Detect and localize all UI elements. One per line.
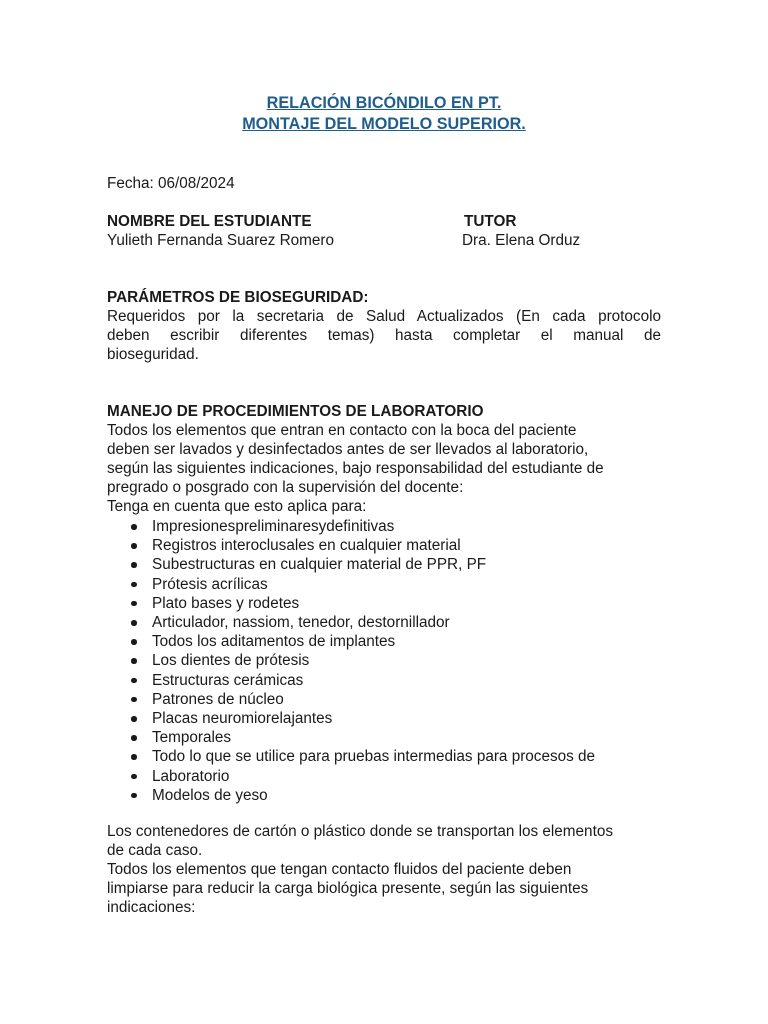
closing-line: Todos los elementos que tengan contacto fluidos del paciente deben <box>107 861 572 878</box>
bioseguridad-heading: PARÁMETROS DE BIOSEGURIDAD: <box>107 289 369 306</box>
closing-line: limpiarse para reducir la carga biológica presente, según las siguientes <box>107 880 589 897</box>
list-item: Temporales <box>107 728 595 747</box>
manejo-line: Todos los elementos que entran en contacto con la boca del paciente <box>107 422 577 439</box>
list-item: Patrones de núcleo <box>107 690 595 709</box>
estudiante-label: NOMBRE DEL ESTUDIANTE <box>107 213 312 230</box>
list-item: Impresionespreliminaresydefinitivas <box>107 517 595 536</box>
list-item: Los dientes de prótesis <box>107 651 595 670</box>
bullet-list <box>107 517 595 805</box>
bullet-icon <box>131 697 137 703</box>
bullet-icon <box>131 524 137 530</box>
manejo-heading: MANEJO DE PROCEDIMIENTOS DE LABORATORIO <box>107 403 484 420</box>
list-item: Todos los aditamentos de implantes <box>107 632 595 651</box>
closing-line: de cada caso. <box>107 842 203 859</box>
bullet-icon <box>131 543 137 549</box>
list-item: Estructuras cerámicas <box>107 671 595 690</box>
bullet-icon <box>131 582 137 588</box>
title-line-2: MONTAJE DEL MODELO SUPERIOR. <box>242 115 526 133</box>
bullet-icon <box>131 793 137 799</box>
list-item: Subestructuras en cualquier material de PPR, PF <box>107 555 595 574</box>
closing-line: Los contenedores de cartón o plástico donde se transportan los elementos <box>107 823 613 840</box>
bullet-icon <box>131 620 137 626</box>
bullet-icon <box>131 678 137 684</box>
bioseguridad-line: Requeridos por la secretaria de Salud Actualizados (En cada protocolo <box>107 308 661 325</box>
document-title <box>0 93 768 135</box>
bullet-icon <box>131 716 137 722</box>
manejo-line: según las siguientes indicaciones, bajo responsabilidad del estudiante de <box>107 460 604 477</box>
bioseguridad-paragraph <box>107 307 661 364</box>
list-item: Registros interoclusales en cualquier material <box>107 536 595 555</box>
bioseguridad-line: deben escribir diferentes temas) hasta completar el manual de <box>107 327 661 344</box>
list-item: Articulador, nassiom, tenedor, destornillador <box>107 613 595 632</box>
manejo-line: Tenga en cuenta que esto aplica para: <box>107 498 367 515</box>
bullet-icon <box>131 735 137 741</box>
estudiante-name: Yulieth Fernanda Suarez Romero <box>107 232 335 249</box>
title-line-1: RELACIÓN BICÓNDILO EN PT. <box>266 94 502 112</box>
closing-line: indicaciones: <box>107 899 196 916</box>
list-item: Prótesis acrílicas <box>107 575 595 594</box>
fecha-text: Fecha: 06/08/2024 <box>107 175 235 192</box>
list-item: Todo lo que se utilice para pruebas intermedias para procesos de <box>107 747 595 766</box>
list-item: Placas neuromiorelajantes <box>107 709 595 728</box>
closing-paragraph <box>107 822 667 917</box>
tutor-label: TUTOR <box>464 213 517 230</box>
tutor-name: Dra. Elena Orduz <box>462 232 581 249</box>
manejo-line: pregrado o posgrado con la supervisión del docente: <box>107 479 464 496</box>
list-item: Plato bases y rodetes <box>107 594 595 613</box>
list-item: Laboratorio <box>107 767 595 786</box>
bullet-icon <box>131 601 137 607</box>
bullet-icon <box>131 774 137 780</box>
manejo-paragraph <box>107 421 667 516</box>
bioseguridad-line: bioseguridad. <box>107 346 199 363</box>
bullet-icon <box>131 562 137 568</box>
bullet-icon <box>131 639 137 645</box>
bullet-icon <box>131 754 137 760</box>
list-item: Modelos de yeso <box>107 786 595 805</box>
manejo-line: deben ser lavados y desinfectados antes de ser llevados al laboratorio, <box>107 441 589 458</box>
bullet-icon <box>131 658 137 664</box>
